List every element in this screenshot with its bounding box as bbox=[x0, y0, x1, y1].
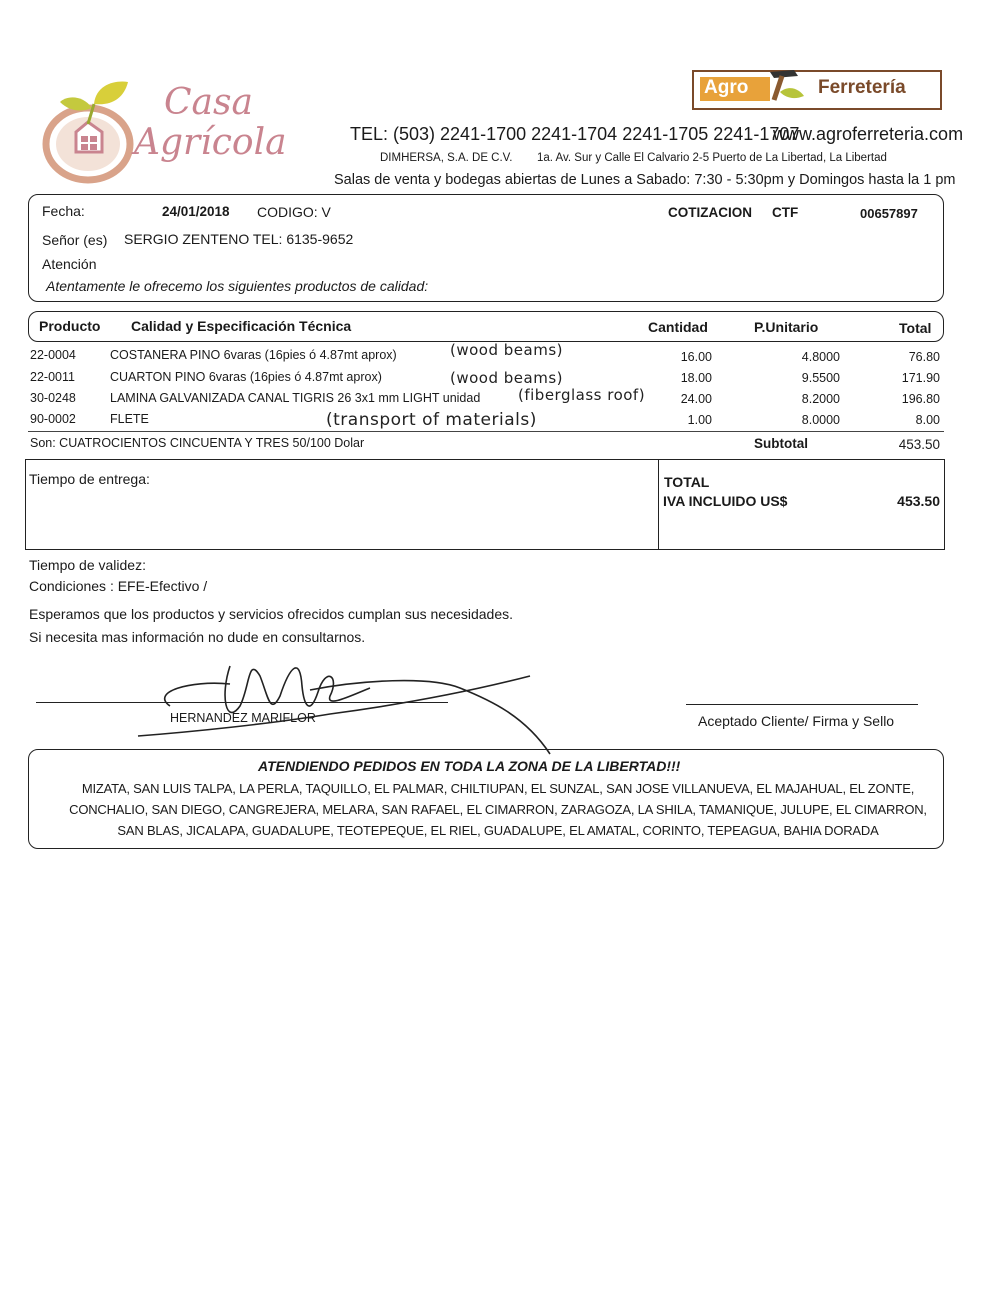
delivery-heading: ATENDIENDO PEDIDOS EN TODA LA ZONA DE LA LIBERTAD!!! bbox=[258, 758, 681, 774]
handwritten-note: (fiberglass roof) bbox=[518, 386, 646, 404]
delivery-places-line1: MIZATA, SAN LUIS TALPA, LA PERLA, TAQUILLO, EL PALMAR, CHILTIUPAN, EL SUNZAL, SAN JOSE VILLANUEVA, EL MAJAHUAL, EL ZONTE, bbox=[81, 781, 915, 796]
senor-label: Señor (es) bbox=[42, 232, 108, 248]
item-description: FLETE bbox=[110, 412, 149, 426]
ctf-label: CTF bbox=[772, 205, 799, 220]
item-code: 22-0011 bbox=[30, 370, 75, 384]
item-code: 30-0248 bbox=[30, 391, 76, 405]
agroferreteria-logo bbox=[692, 70, 942, 110]
validez-label: Tiempo de validez: bbox=[29, 557, 146, 573]
item-unit-price: 9.5500 bbox=[801, 371, 840, 385]
row-divider bbox=[28, 431, 944, 432]
amount-in-words: Son: CUATROCIENTOS CINCUENTA Y TRES 50/100 Dolar bbox=[30, 436, 365, 450]
agricola-text: Agrícola bbox=[134, 122, 287, 163]
handwritten-note: (wood beams) bbox=[450, 341, 563, 359]
item-code: 22-0004 bbox=[30, 348, 76, 362]
casa-agricola-logo bbox=[36, 74, 296, 194]
item-total: 76.80 bbox=[908, 350, 940, 364]
atencion-label: Atención bbox=[42, 256, 97, 272]
handwritten-signature bbox=[130, 636, 570, 756]
item-qty: 1.00 bbox=[687, 413, 712, 427]
delivery-places-line2: CONCHALIO, SAN DIEGO, CANGREJERA, MELARA, SAN RAFAEL, EL CIMARRON, ZARAGOZA, LA SHILA, TAMANIQUE, JULUPE, EL CIMARRON, bbox=[69, 802, 927, 817]
item-total: 8.00 bbox=[915, 413, 940, 427]
casa-text: Casa bbox=[164, 82, 253, 123]
agro-text: Agro bbox=[704, 77, 749, 98]
item-description: COSTANERA PINO 6varas (16pies ó 4.87mt aprox) bbox=[110, 348, 397, 362]
closing-text: Esperamos que los productos y servicios ofrecidos cumplan sus necesidades. bbox=[29, 606, 514, 622]
item-total: 196.80 bbox=[901, 392, 940, 406]
customer-name: SERGIO ZENTENO TEL: 6135-9652 bbox=[124, 231, 354, 247]
website-link[interactable]: www.agroferreteria.com bbox=[773, 124, 964, 144]
col-cantidad: Cantidad bbox=[648, 319, 708, 335]
subtotal-value: 453.50 bbox=[898, 437, 940, 452]
company-name: DIMHERSA, S.A. DE C.V. bbox=[380, 152, 513, 164]
item-qty: 16.00 bbox=[680, 350, 712, 364]
col-unitario: P.Unitario bbox=[754, 319, 819, 335]
summary-box bbox=[25, 459, 945, 550]
handwritten-note: (wood beams) bbox=[450, 369, 563, 387]
col-producto: Producto bbox=[39, 318, 101, 334]
signer-name: HERNANDEZ MARIFLOR bbox=[170, 711, 316, 725]
item-unit-price: 4.8000 bbox=[801, 350, 840, 364]
info-text: Si necesita mas información no dude en consultarnos. bbox=[29, 629, 366, 645]
cotizacion-label: COTIZACION bbox=[668, 205, 752, 220]
delivery-places-line3: SAN BLAS, JICALAPA, GUADALUPE, TEOTEPEQUE, EL RIEL, GUADALUPE, EL AMATAL, CORINTO, TEPEAGUA, BAHIA DORADA bbox=[117, 823, 879, 838]
client-acceptance-label: Aceptado Cliente/ Firma y Sello bbox=[698, 713, 895, 729]
item-unit-price: 8.0000 bbox=[801, 413, 840, 427]
hammer-icon bbox=[760, 66, 810, 102]
col-total: Total bbox=[899, 320, 932, 336]
item-qty: 24.00 bbox=[680, 392, 712, 406]
store-hours: Salas de venta y bodegas abiertas de Lunes a Sabado: 7:30 - 5:30pm y Domingos hasta la 1 pm bbox=[334, 172, 956, 188]
client-signature-line bbox=[686, 704, 918, 705]
item-unit-price: 8.2000 bbox=[801, 392, 840, 406]
fecha-value: 24/01/2018 bbox=[162, 204, 230, 219]
item-qty: 18.00 bbox=[680, 371, 712, 385]
summary-divider bbox=[658, 459, 659, 550]
quote-number: 00657897 bbox=[860, 206, 918, 221]
subtotal-label: Subtotal bbox=[754, 436, 808, 451]
item-description: CUARTON PINO 6varas (16pies ó 4.87mt aprox) bbox=[110, 370, 382, 384]
fecha-label: Fecha: bbox=[42, 203, 85, 219]
codigo-value: CODIGO: V bbox=[257, 204, 331, 220]
casa-agricola-emblem bbox=[36, 74, 146, 184]
item-total: 171.90 bbox=[901, 371, 940, 385]
ferreteria-text: Ferretería bbox=[818, 77, 906, 98]
total-label: TOTAL bbox=[664, 474, 710, 490]
grand-total: 453.50 bbox=[897, 493, 940, 509]
item-description: LAMINA GALVANIZADA CANAL TIGRIS 26 3x1 mm LIGHT unidad bbox=[110, 391, 481, 405]
handwritten-note: (transport of materials) bbox=[326, 410, 537, 430]
company-address: 1a. Av. Sur y Calle El Calvario 2-5 Puerto de La Libertad, La Libertad bbox=[537, 152, 887, 164]
iva-label: IVA INCLUIDO US$ bbox=[663, 493, 788, 509]
condiciones-text: Condiciones : EFE-Efectivo / bbox=[29, 578, 208, 594]
entrega-label: Tiempo de entrega: bbox=[29, 471, 150, 487]
col-spec: Calidad y Especificación Técnica bbox=[131, 318, 352, 334]
intro-text: Atentamente le ofrecemo los siguientes productos de calidad: bbox=[46, 278, 429, 294]
phone-numbers: TEL: (503) 2241-1700 2241-1704 2241-1705 2241-1707 bbox=[350, 124, 800, 144]
item-code: 90-0002 bbox=[30, 412, 76, 426]
